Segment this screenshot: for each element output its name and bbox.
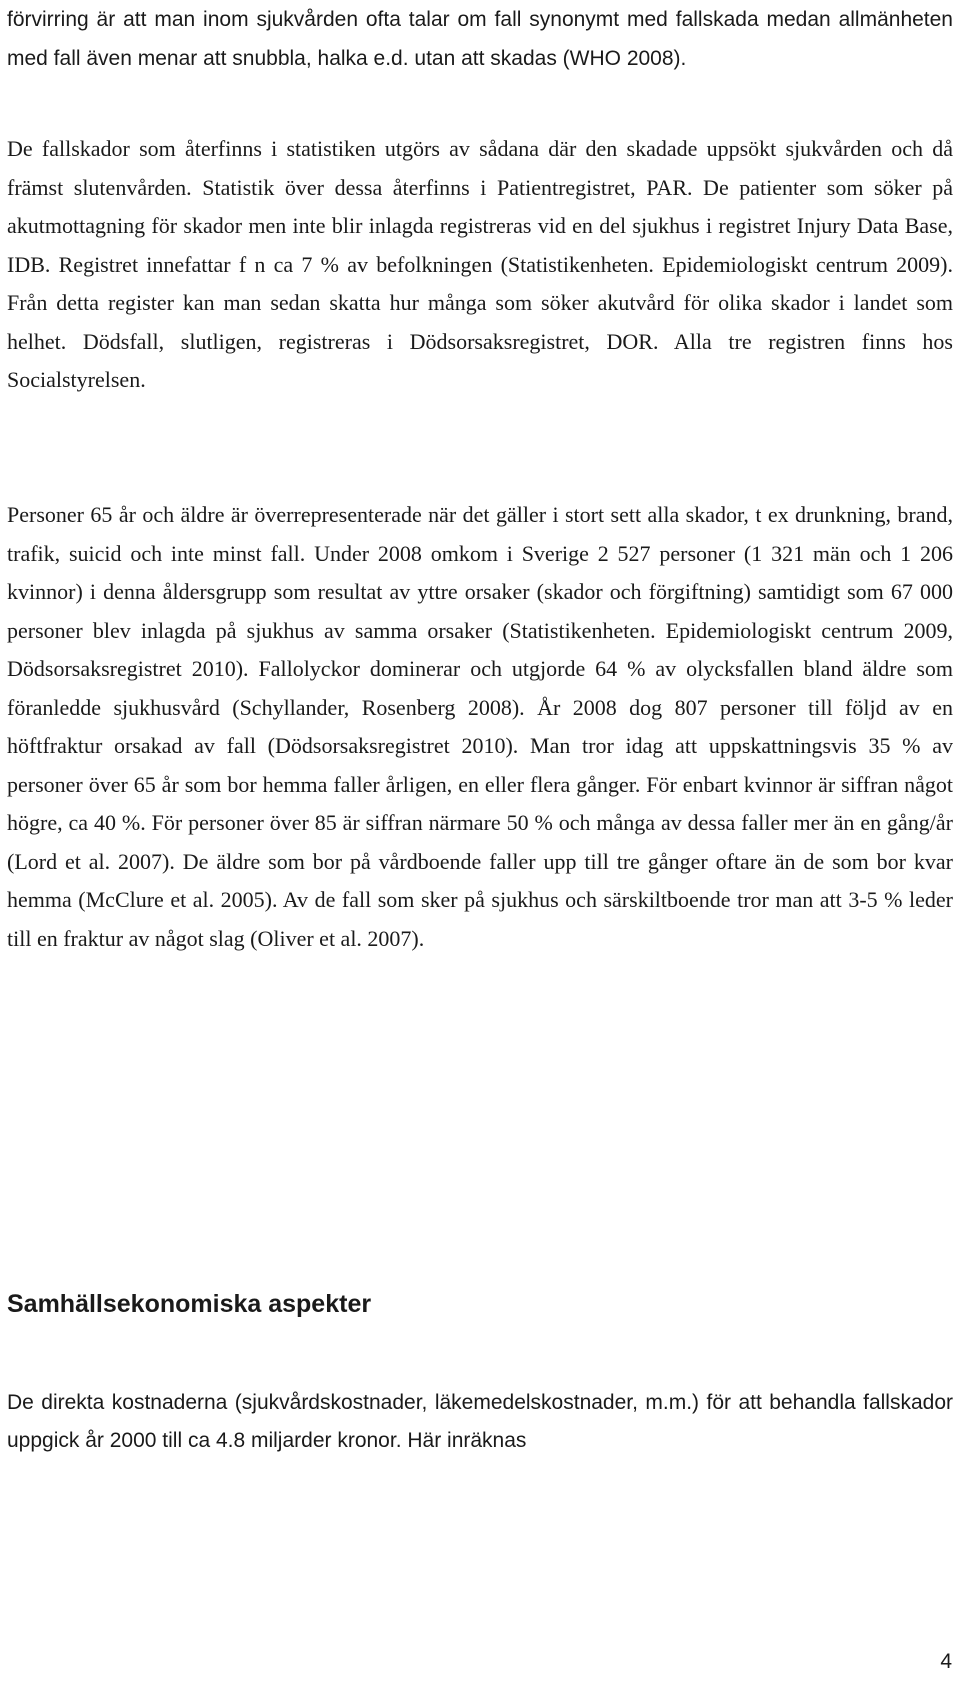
paragraph-elderly-statistics: Personer 65 år och äldre är överrepresenterade när det gäller i stort sett alla skador, t ex drunkning, brand, trafik, suicid och inte minst fall. Under 2008 omkom i Sverige 2 527 personer (1 321 män och 1 206 kvinnor) i denna åldersgrupp som resultat av yttre orsaker (skador och förgiftning) samtidigt som 67 000 personer blev inlagda på sjukhus av samma orsaker (Statistikenheten. Epidemiologiskt centrum 2009, Dödsorsaksregistret 2010). Fallolyckor dominerar och utgjorde 64 % av olycksfallen bland äldre som föranledde sjukhusvård (Schyllander, Rosenberg 2008). År 2008 dog 807 personer till följd av en höftfraktur orsakad av fall (Dödsorsaksregistret 2010). Man tror idag att uppskattningsvis 35 % av personer över 65 år som bor hemma faller årligen, en eller flera gånger. För enbart kvinnor är siffran något högre, ca 40 %. För personer över 85 är siffran närmare 50 % och många av dessa faller mer än en gång/år (Lord et al. 2007). De äldre som bor på vårdboende faller upp till tre gånger oftare än de som bor kvar hemma (McClure et al. 2005). Av de fall som sker på sjukhus och särskiltboende tror man att 3-5 % leder till en fraktur av något slag (Oliver et al. 2007). <box>7 502 953 951</box>
paragraph-registers: De fallskador som återfinns i statistiken utgörs av sådana där den skadade uppsökt sjukvården och då främst slutenvården. Statistik över dessa återfinns i Patientregistret, PAR. De patienter som söker på akutmottagning för skador men inte blir inlagda registreras vid en del sjukhus i registret Injury Data Base, IDB. Registret innefattar f n ca 7 % av befolkningen (Statistikenheten. Epidemiologiskt centrum 2009). Från detta register kan man sedan skatta hur många som söker akutvård för olika skador i landet som helhet. Dödsfall, slutligen, registreras i Dödsorsaksregistret, DOR. Alla tre registren finns hos Socialstyrelsen. <box>7 136 953 392</box>
paragraph-fall-definition: förvirring är att man inom sjukvården ofta talar om fall synonymt med fallskada medan allmänheten med fall även menar att snubbla, halka e.d. utan att skadas (WHO 2008). <box>7 8 953 70</box>
page-number: 4 <box>940 1650 952 1673</box>
paragraph-direct-costs: De direkta kostnaderna (sjukvårdskostnader, läkemedelskostnader, m.m.) för att behandla fallskador uppgick år 2000 till ca 4.8 miljarder kronor. Här inräknas <box>7 1391 953 1452</box>
section-heading: Samhällsekonomiska aspekter <box>7 1290 372 1318</box>
